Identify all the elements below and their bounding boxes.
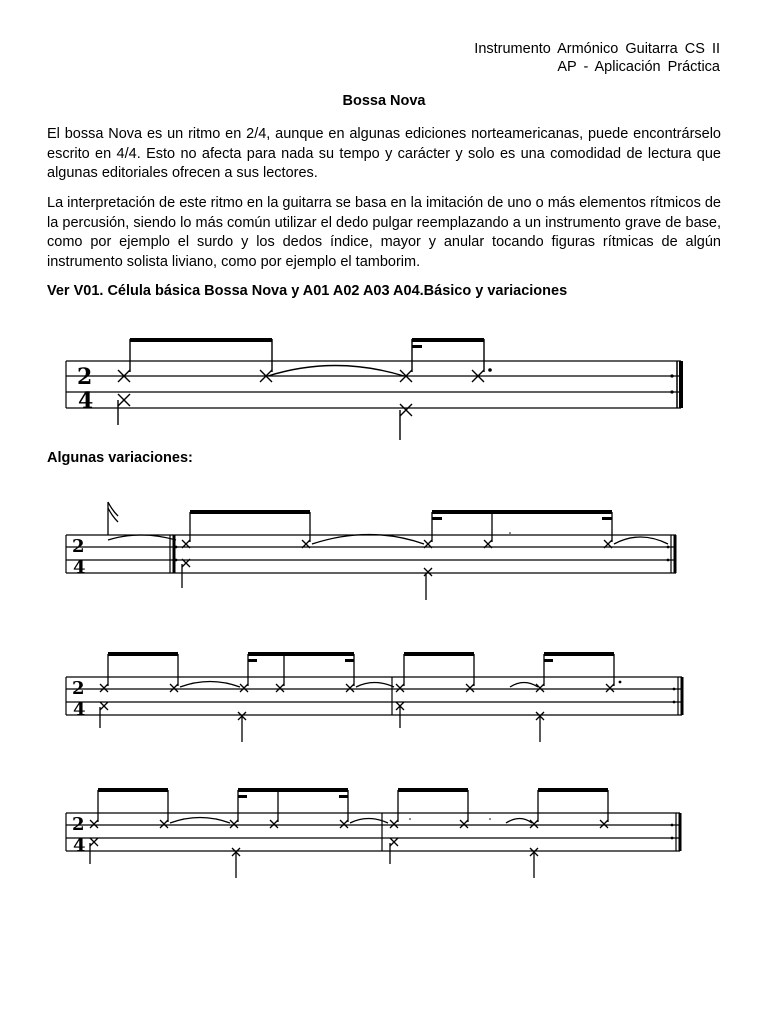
paragraph-interpretation: La interpretación de este ritmo en la guitarra se basa en la imitación de uno o más elementos rítmicos de la percusión, siendo lo más común utilizar el dedo pulgar reemplazando a un instrumento grave de base, como por ejemplo el surdo y los dedos índice, mayor y anular tocando figuras rítmicas de algún instrumento solista liviano, como por ejemplo el tamborim. bbox=[47, 195, 721, 270]
score-variation-1 bbox=[0, 490, 768, 620]
course-title: Instrumento Armónico Guitarra CS II bbox=[474, 41, 720, 57]
score-basic-cell bbox=[0, 0, 768, 440]
paragraph-intro: El bossa Nova es un ritmo en 2/4, aunque en algunas ediciones norteamericanas, puede encontrárselo escrito en 4/4. Esto no afecta para nada su tempo y carácter y solo es una comodidad de lectura que algunas editoriales ofrecen a sus lectores. bbox=[47, 126, 721, 181]
time-signature-bottom: 4 bbox=[73, 557, 86, 578]
page-title: Bossa Nova bbox=[342, 93, 426, 109]
time-signature-bottom: 4 bbox=[73, 699, 86, 720]
score-variation-3 bbox=[0, 770, 768, 880]
notes-lower bbox=[118, 394, 412, 440]
score-variation-2 bbox=[0, 640, 768, 750]
course-subtitle: AP - Aplicación Práctica bbox=[557, 59, 720, 75]
section-heading-variations: Algunas variaciones: bbox=[47, 450, 193, 466]
time-signature-bottom: 4 bbox=[78, 388, 94, 414]
time-signature-top: 2 bbox=[77, 364, 93, 390]
time-signature-bottom: 4 bbox=[73, 835, 86, 856]
section-heading-basic-cell: Ver V01. Célula básica Bossa Nova y A01 A02 A03 A04.Básico y variaciones bbox=[47, 283, 568, 299]
time-signature-top: 2 bbox=[72, 536, 85, 557]
time-signature-top: 2 bbox=[72, 814, 85, 835]
time-signature-top: 2 bbox=[72, 678, 85, 699]
